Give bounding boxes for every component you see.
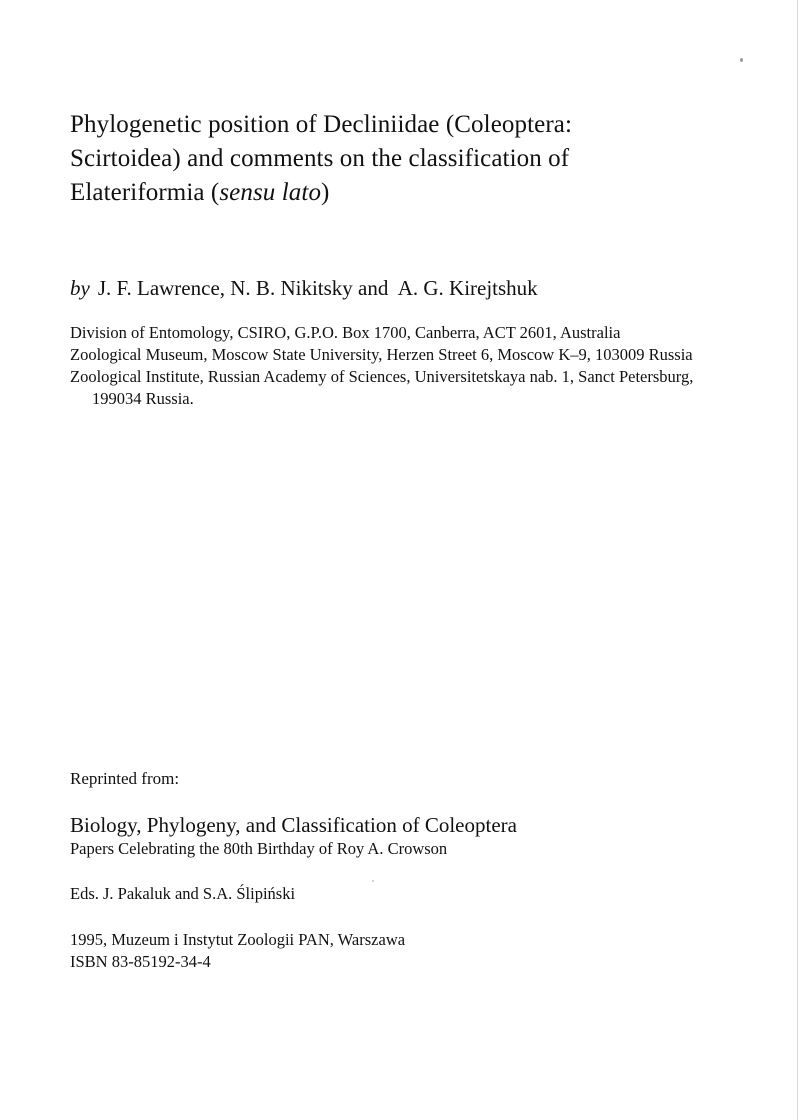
paper-title <box>70 108 710 210</box>
author-byline <box>70 274 538 302</box>
by-label: by <box>70 276 90 300</box>
book-subtitle: Papers Celebrating the 80th Birthday of Roy A. Crowson <box>70 839 448 858</box>
editors: Eds. J. Pakaluk and S.A. Ślipiński <box>70 884 296 903</box>
scan-speck <box>372 880 374 882</box>
affiliation-csiro: Division of Entomology, CSIRO, G.P.O. Box 1700, Canberra, ACT 2601, Australia <box>70 323 621 342</box>
scan-speck <box>740 58 743 62</box>
title-close-paren: ) <box>321 179 330 206</box>
affiliations <box>70 322 695 410</box>
title-line-1: Phylogenetic position of Decliniidae (Coleoptera: <box>70 111 572 138</box>
isbn-line: ISBN 83-85192-34-4 <box>70 952 211 971</box>
author-names: J. F. Lawrence, N. B. Nikitsky and A. G. Kirejtshuk <box>97 276 538 300</box>
book-title: Biology, Phylogeny, and Classification of Coleoptera <box>70 813 517 837</box>
reprinted-label: Reprinted from: <box>70 769 180 788</box>
publication-info <box>70 929 405 973</box>
title-line-2: Scirtoidea) and comments on the classification of <box>70 145 570 172</box>
title-line-3 <box>70 176 710 210</box>
affiliation-zoological-institute: Zoological Institute, Russian Academy of Sciences, Universitetskaya nab. 1, Sanct Petersburg, 199034 Russia. <box>70 367 694 408</box>
title-italic-term: sensu lato <box>219 179 322 206</box>
affiliation-moscow: Zoological Museum, Moscow State University, Herzen Street 6, Moscow K–9, 103009 Russia <box>70 345 693 364</box>
title-line-3-text: Elateriformia ( <box>70 179 220 206</box>
scan-edge-line <box>797 0 798 1120</box>
publisher-line: 1995, Muzeum i Instytut Zoologii PAN, Warszawa <box>70 930 406 949</box>
